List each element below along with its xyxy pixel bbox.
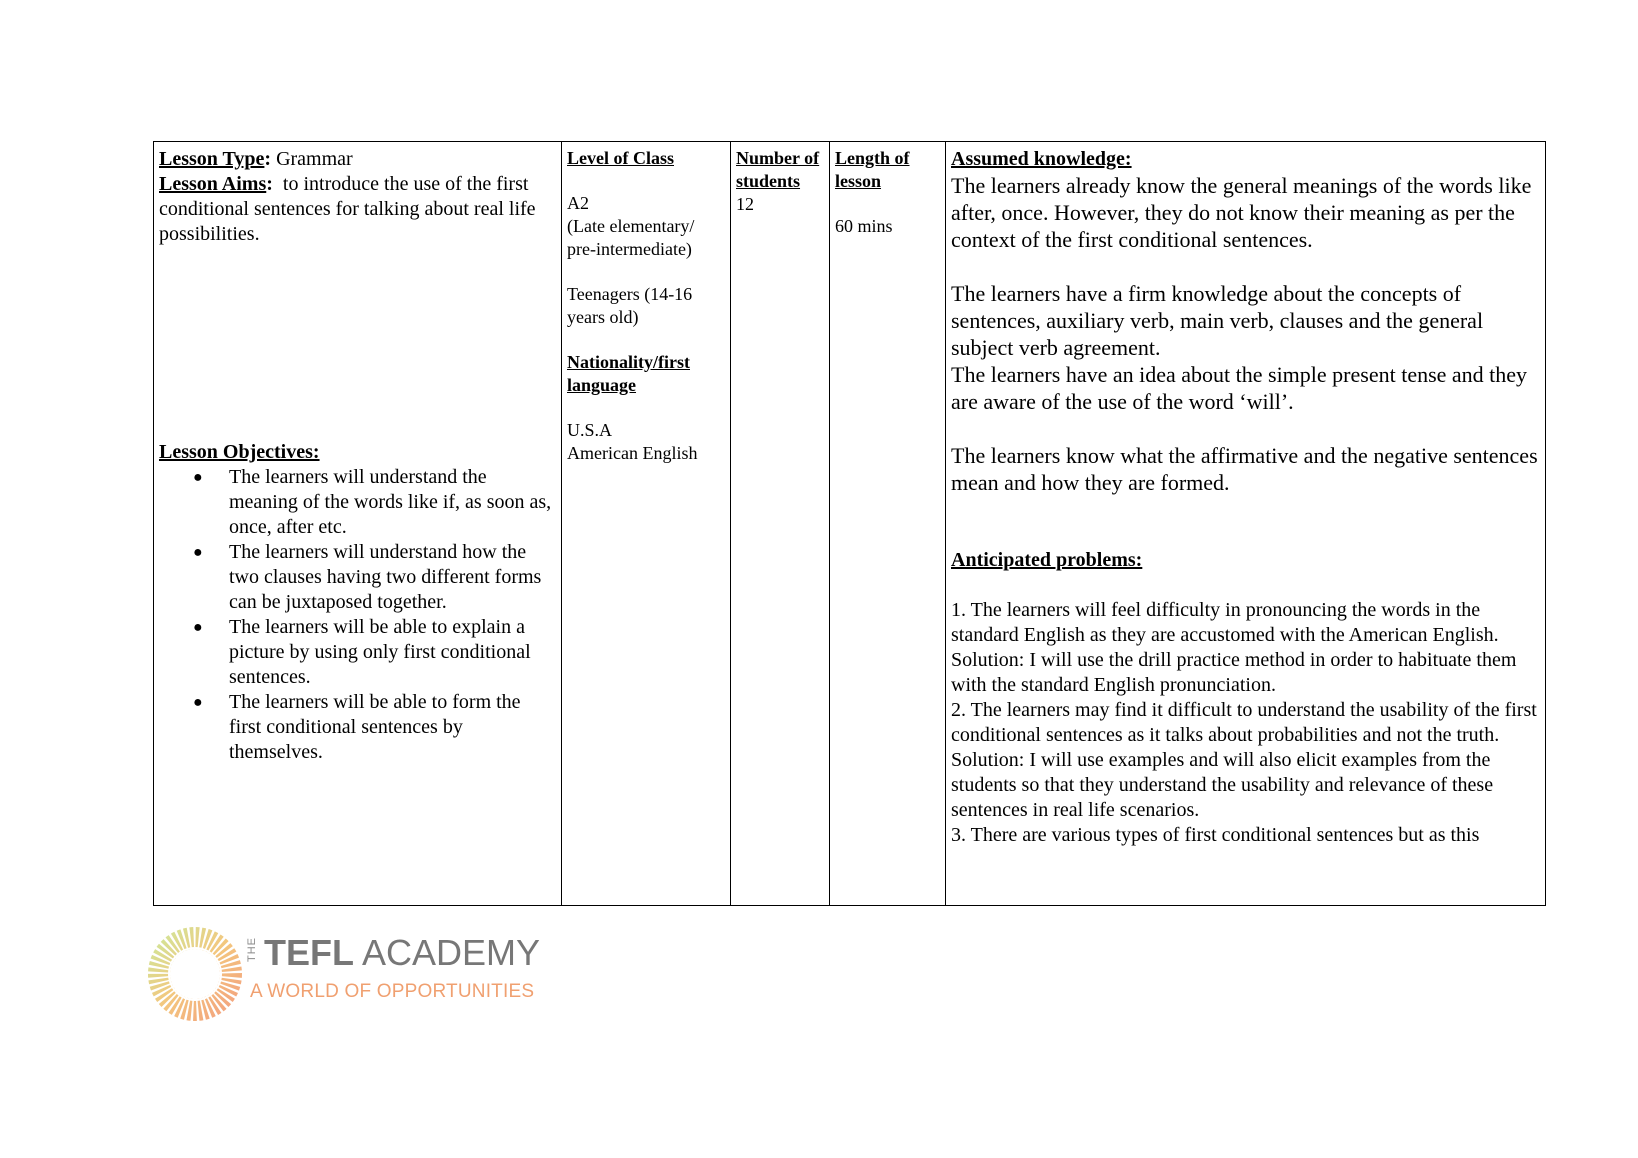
language-value: American English	[567, 443, 698, 463]
lesson-aims-label: Lesson Aims	[159, 173, 267, 195]
age-group: Teenagers (14-16 years old)	[567, 284, 693, 327]
lesson-type-label: Lesson Type	[159, 148, 265, 170]
objective-item: ● The learners will be able to form the first conditional sentences by themselves.	[193, 691, 521, 763]
length-cell	[830, 142, 946, 906]
knowledge-paragraph: The learners know what the affirmative and the negative sentences mean and how they are formed.	[951, 443, 1538, 495]
length-label: Length of lesson	[835, 148, 910, 191]
knowledge-cell	[946, 142, 1546, 906]
assumed-knowledge-label: Assumed knowledge:	[951, 148, 1132, 170]
anticipated-problems-label: Anticipated problems:	[951, 549, 1143, 571]
students-cell	[731, 142, 830, 906]
problem-item: 2. The learners may find it difficult to understand the usability of the first conditional sentences as it talks about probabilities and not the truth.	[951, 699, 1537, 746]
bullet-icon: ●	[193, 544, 203, 561]
logo-the: THE	[246, 937, 258, 962]
lesson-objectives-label: Lesson Objectives:	[159, 441, 320, 463]
knowledge-paragraph: The learners have an idea about the simple present tense and they are aware of the use of the word ‘will’.	[951, 362, 1528, 414]
bullet-icon: ●	[193, 469, 203, 486]
lesson-plan-table	[153, 141, 1546, 906]
level-value: A2	[567, 193, 589, 213]
objectives-list	[159, 465, 556, 765]
knowledge-paragraph: The learners already know the general meanings of the words like after, once. However, they do not know their meaning as per the context of the first conditional sentences.	[951, 173, 1532, 252]
nationality-value: U.S.A	[567, 420, 613, 440]
problem-item: 1. The learners will feel difficulty in pronouncing the words in the standard English as they are accustomed with the American English.	[951, 599, 1499, 646]
objective-item: ● The learners will understand the meaning of the words like if, as soon as, once, after etc.	[193, 466, 552, 538]
lesson-aims-value: to introduce the use of the first conditional sentences for talking about real life possibilities.	[159, 173, 536, 245]
logo-ring-icon	[146, 925, 244, 1023]
problem-item: Solution: I will use the drill practice method in order to habituate them with the standard English pronunciation.	[951, 649, 1517, 696]
logo-tagline: A WORLD OF OPPORTUNITIES	[250, 981, 535, 1002]
objective-item: ● The learners will be able to explain a picture by using only first conditional sentences.	[193, 616, 531, 688]
nationality-label: Nationality/first language	[567, 352, 690, 395]
lesson-type-value: Grammar	[276, 148, 353, 170]
lesson-overview-cell: Lesson Type: Grammar Lesson Aims: to introduce the use of the first conditional sentences for talking about real life possibilities. Lesson Objectives: ● The learners will understand the meaning of the words like if, as soon as, once, after etc. ● The learners will understand how the two clauses having two different forms can be juxtaposed together. ● The learners will be able to explain a picture by using only first conditional sentences. ● The learners will be able to form the first conditional sentences by themselves.	[154, 142, 562, 906]
level-detail: (Late elementary/ pre-intermediate)	[567, 216, 695, 259]
students-label: Number of students	[736, 148, 820, 191]
level-label: Level of Class	[567, 148, 674, 168]
bullet-icon: ●	[193, 694, 203, 711]
objective-item: ● The learners will understand how the two clauses having two different forms can be juxtaposed together.	[193, 541, 542, 613]
knowledge-paragraph: The learners have a firm knowledge about the concepts of sentences, auxiliary verb, main verb, clauses and the general subject verb agreement.	[951, 281, 1484, 360]
tefl-academy-logo	[146, 925, 546, 1023]
students-value: 12	[736, 194, 754, 214]
logo-title: TEFL ACADEMY	[264, 932, 541, 973]
problem-item: 3. There are various types of first conditional sentences but as this	[951, 824, 1480, 846]
class-info-cell	[562, 142, 731, 906]
bullet-icon: ●	[193, 619, 203, 636]
problem-item: Solution: I will use examples and will also elicit examples from the students so that they understand the usability and relevance of these sentences in real life scenarios.	[951, 749, 1494, 821]
length-value: 60 mins	[835, 216, 893, 236]
